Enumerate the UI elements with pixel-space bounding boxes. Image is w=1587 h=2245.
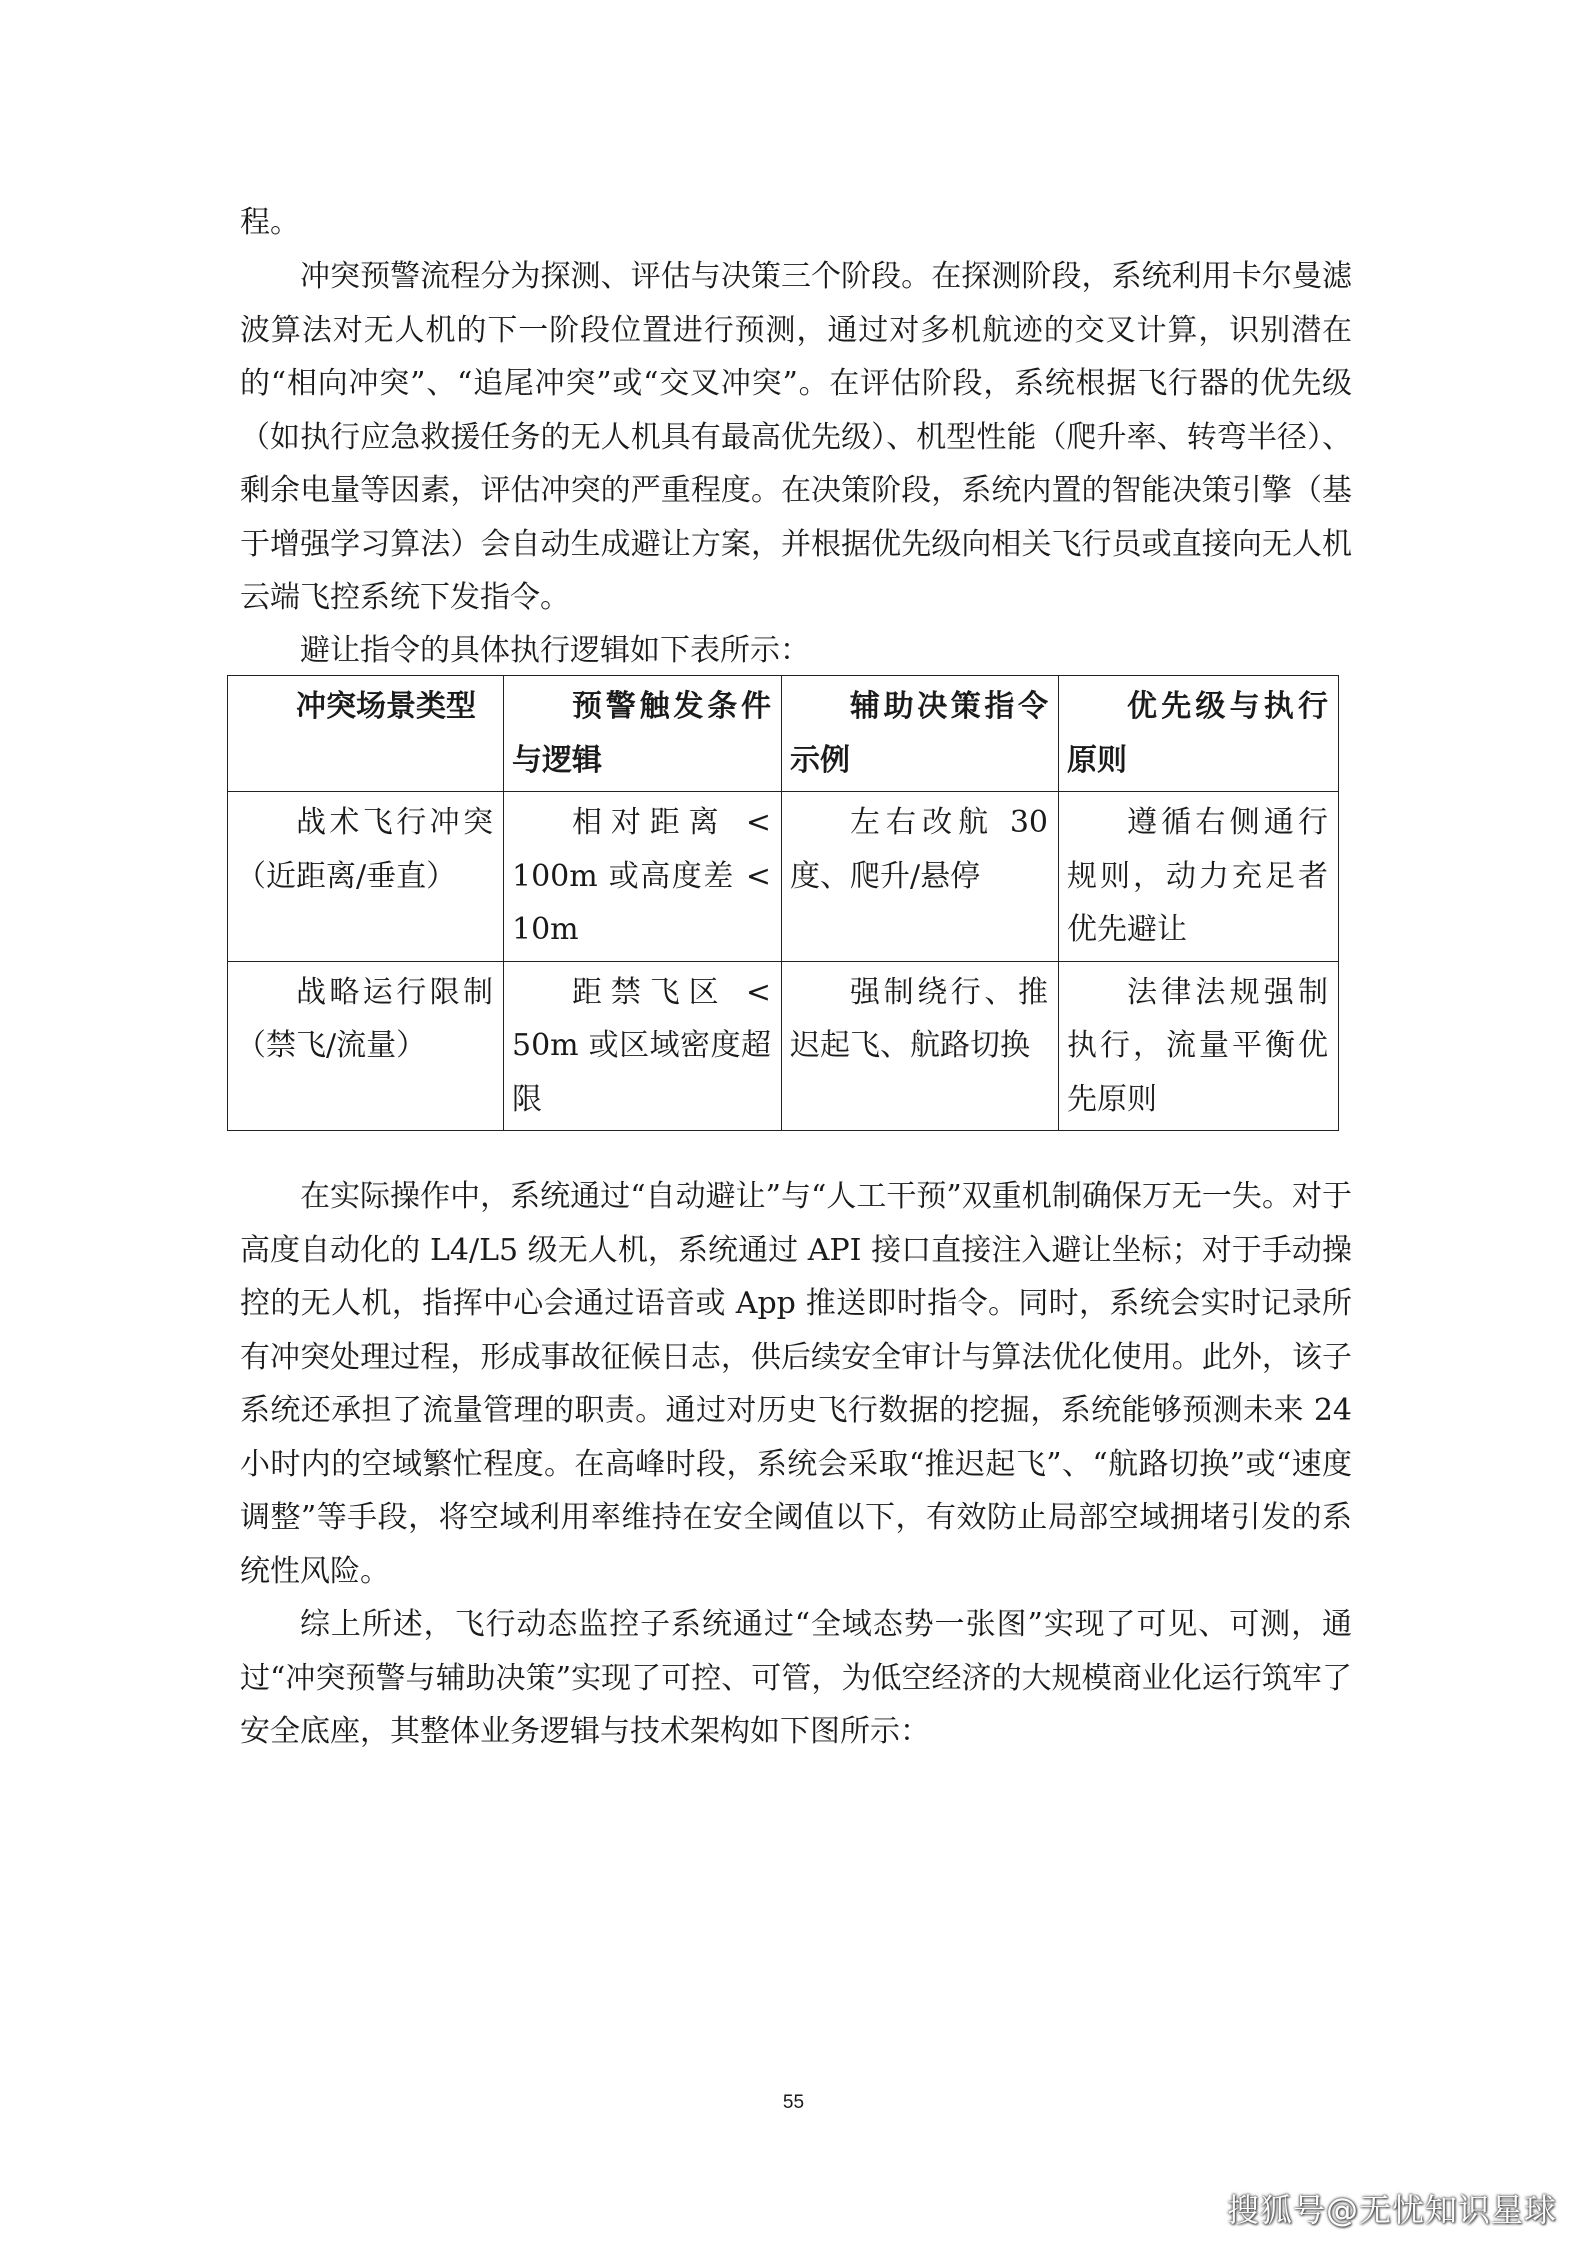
paragraph-table-intro: 避让指令的具体执行逻辑如下表所示： — [300, 633, 810, 668]
header-trigger-condition: 预警触发条件与逻辑 — [504, 676, 782, 792]
cell-scenario-type: 战略运行限制（禁飞/流量） — [228, 961, 504, 1131]
cell-scenario-type: 战术飞行冲突（近距离/垂直） — [228, 792, 504, 962]
paragraph-operations: 在实际操作中，系统通过“自动避让”与“人工干预”双重机制确保万无一失。对于高度自动化的 L4/L5 级无人机，系统通过 API 接口直接注入避让坐标；对于手动操控的无人机，指挥中心会通过语音或 App 推送即时指令。同时，系统会实时记录所有冲突处理过程，形成事故征候日志，供后续安全审计与算法优化使用。此外，该子系统还承担了流量管理的职责。通过对历史飞行数据的挖掘，系统能够预测未来 24 小时内的空域繁忙程度。在高峰时段，系统会采取“推迟起飞”、“航路切换”或“速度调整”等手段，将空域利用率维持在安全阈值以下，有效防止局部空域拥堵引发的系统性风险。 — [240, 1179, 1352, 1589]
header-priority-principle: 优先级与执行原则 — [1059, 676, 1339, 792]
source-watermark: 搜狐号@无忧知识星球 — [1226, 2191, 1557, 2229]
cell-decision-example: 左右改航 30 度、爬升/悬停 — [782, 792, 1059, 962]
table-row — [228, 792, 1339, 962]
paragraph-summary: 综上所述，飞行动态监控子系统通过“全域态势一张图”实现了可见、可测，通过“冲突预警与辅助决策”实现了可控、可管，为低空经济的大规模商业化运行筑牢了安全底座，其整体业务逻辑与技术架构如下图所示： — [240, 1607, 1352, 1749]
table-row — [228, 961, 1339, 1131]
cell-decision-example: 强制绕行、推迟起飞、航路切换 — [782, 961, 1059, 1131]
cell-trigger-condition: 相对距离 < 100m 或高度差 < 10m — [504, 792, 782, 962]
header-decision-example: 辅助决策指令示例 — [782, 676, 1059, 792]
table-header-row — [228, 676, 1339, 792]
paragraph-continuation: 程。 — [240, 205, 300, 240]
page-number: 55 — [782, 2092, 805, 2113]
avoidance-logic-table — [227, 675, 1339, 1131]
header-scenario-type: 冲突场景类型 — [228, 676, 504, 792]
cell-priority-principle: 法律法规强制执行，流量平衡优先原则 — [1059, 961, 1339, 1131]
paragraph-conflict-warning-process: 冲突预警流程分为探测、评估与决策三个阶段。在探测阶段，系统利用卡尔曼滤波算法对无人机的下一阶段位置进行预测，通过对多机航迹的交叉计算，识别潜在的“相向冲突”、“追尾冲突”或“交叉冲突”。在评估阶段，系统根据飞行器的优先级（如执行应急救援任务的无人机具有最高优先级）、机型性能（爬升率、转弯半径）、剩余电量等因素，评估冲突的严重程度。在决策阶段，系统内置的智能决策引擎（基于增强学习算法）会自动生成避让方案，并根据优先级向相关飞行员或直接向无人机云端飞控系统下发指令。 — [240, 259, 1352, 615]
cell-priority-principle: 遵循右侧通行规则，动力充足者优先避让 — [1059, 792, 1339, 962]
cell-trigger-condition: 距禁飞区 < 50m 或区域密度超限 — [504, 961, 782, 1131]
